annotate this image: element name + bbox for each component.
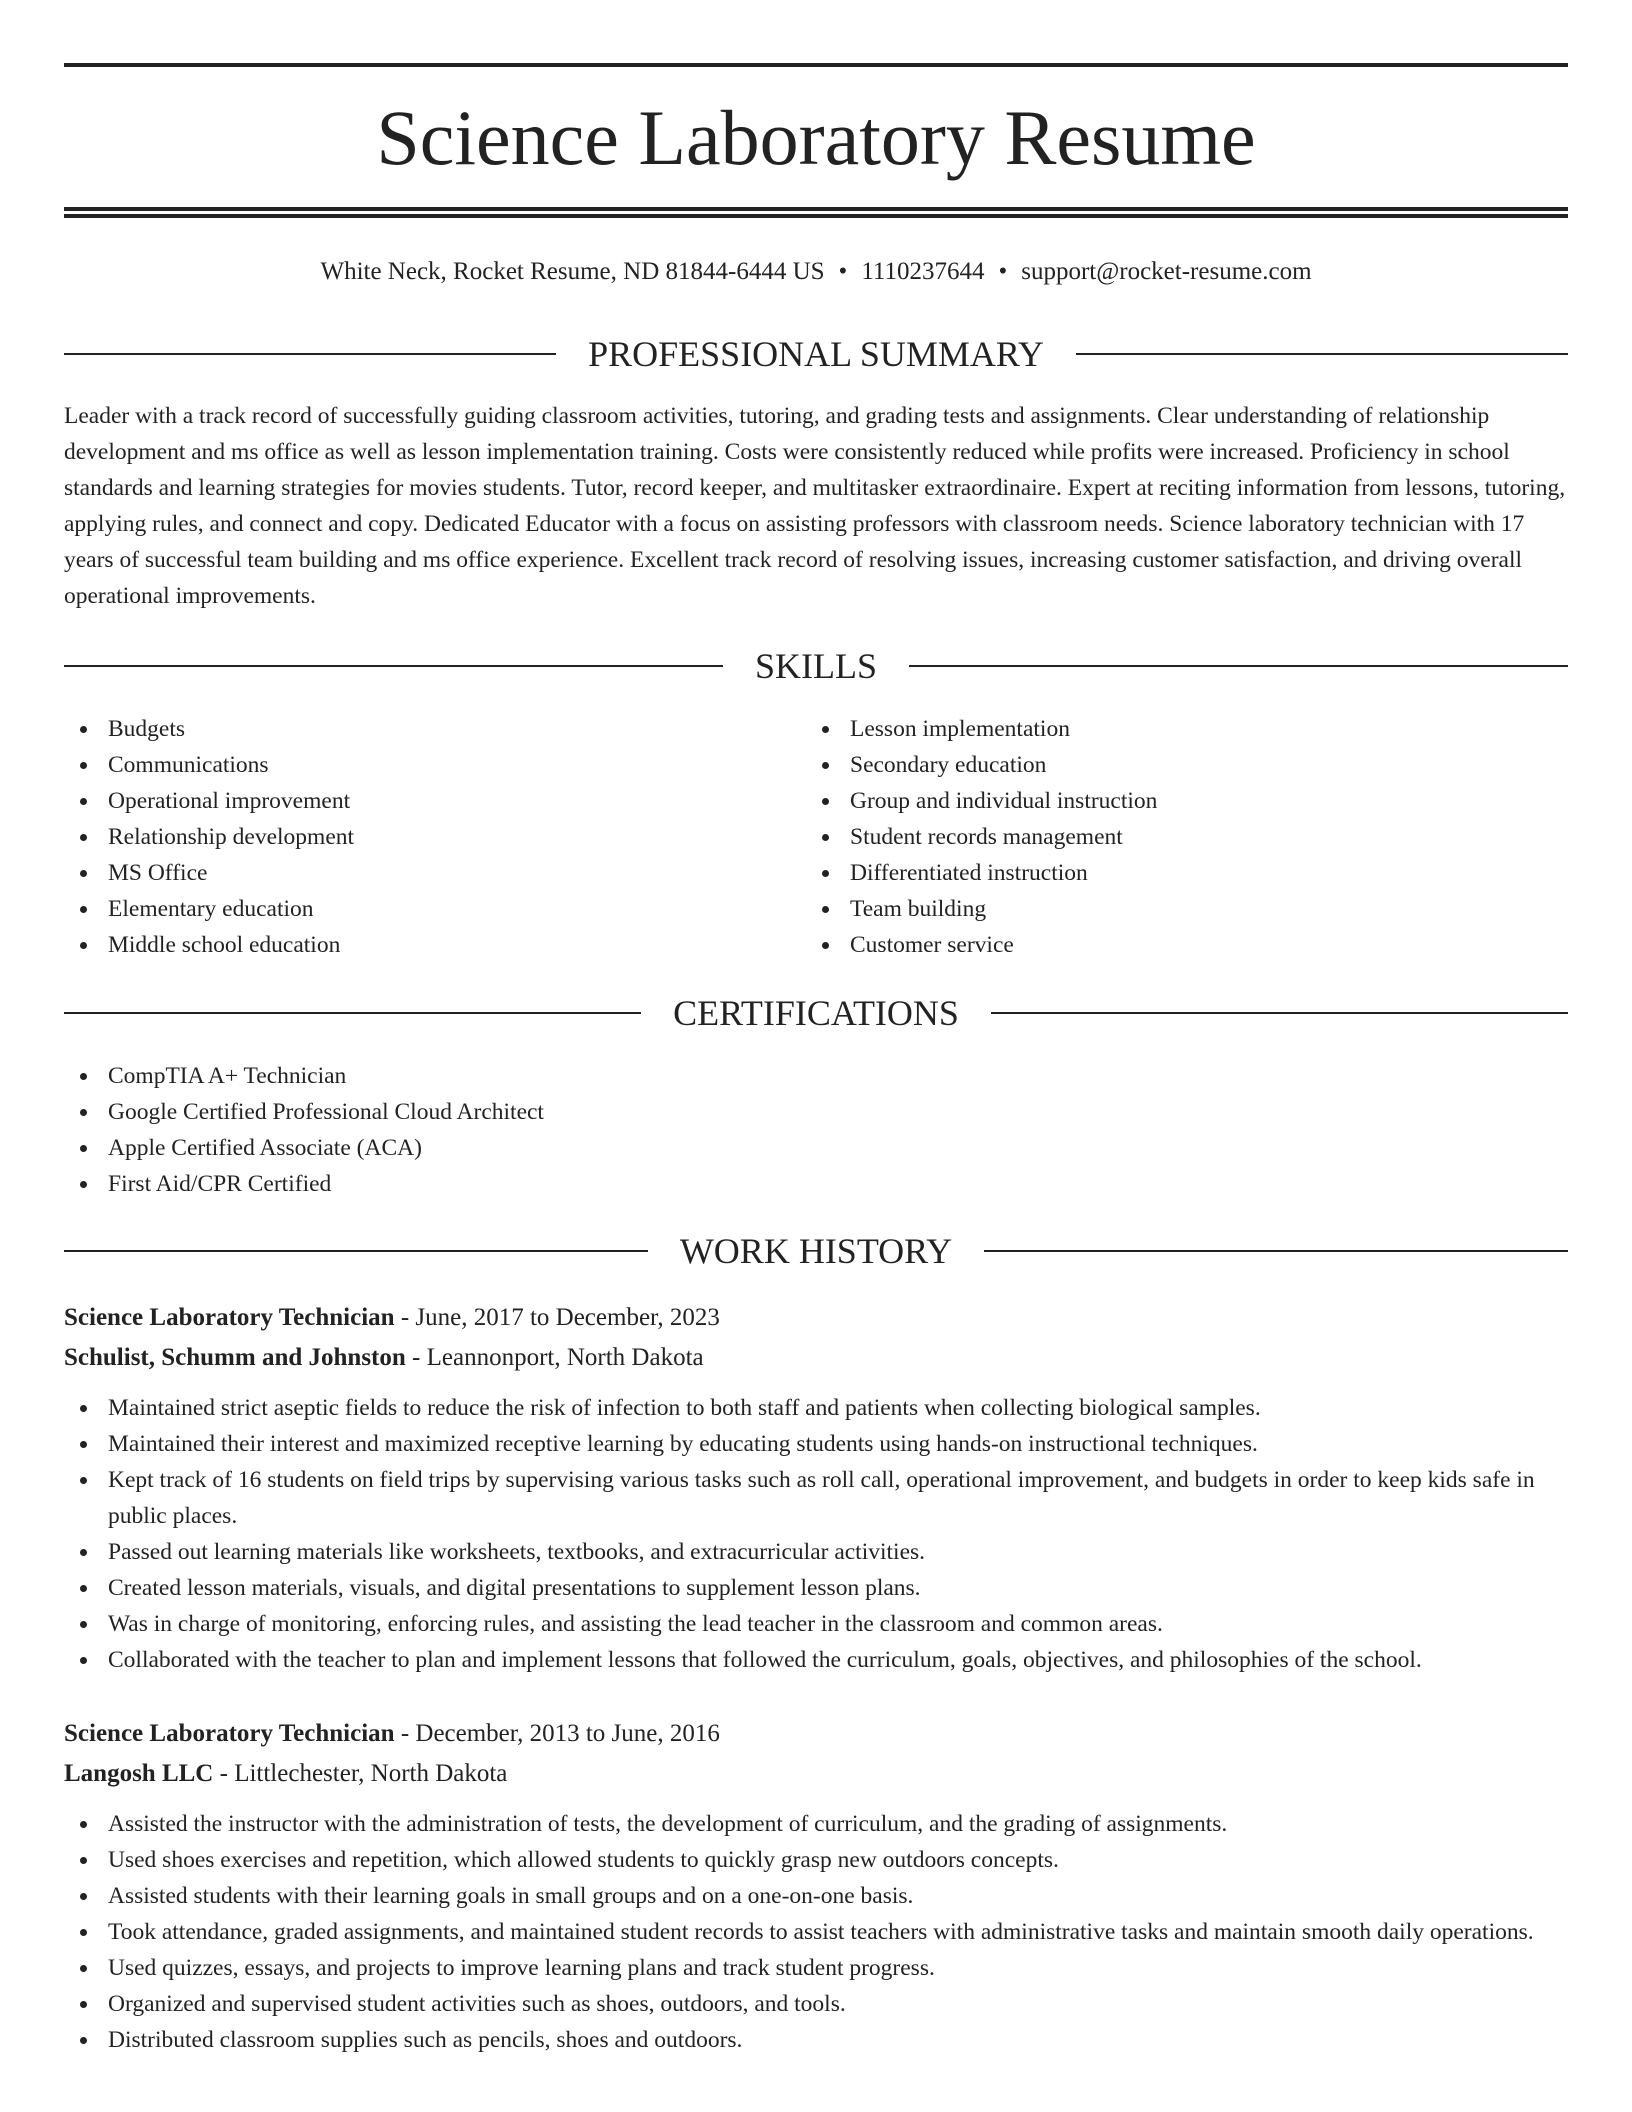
- job-bullets: [64, 1806, 1568, 2058]
- skills-list-left: [64, 711, 764, 963]
- job-company: Schulist, Schumm and Johnston: [64, 1344, 406, 1371]
- skill-item: MS Office: [64, 855, 764, 891]
- job-bullet: Distributed classroom supplies such as pencils, shoes and outdoors.: [64, 2022, 1568, 2058]
- certification-item: CompTIA A+ Technician: [64, 1058, 1064, 1094]
- section-rule-right: [984, 1250, 1568, 1252]
- section-header-skills: [64, 644, 1568, 688]
- job-title: Science Laboratory Technician: [64, 1304, 395, 1331]
- section-header-summary: [64, 332, 1568, 376]
- skill-item: Relationship development: [64, 819, 764, 855]
- section-rule-left: [64, 353, 556, 355]
- contact-phone: 1110237644: [861, 258, 985, 285]
- title-double-rule: [64, 207, 1568, 218]
- section-title-skills: SKILLS: [755, 646, 878, 686]
- contact-line: [64, 254, 1568, 290]
- job-bullet: Assisted students with their learning goals in small groups and on a one-on-one basis.: [64, 1878, 1568, 1914]
- job-title-line: [64, 1714, 1568, 1754]
- contact-separator: •: [838, 258, 848, 285]
- section-rule-left: [64, 1250, 648, 1252]
- certification-item: Google Certified Professional Cloud Architect: [64, 1094, 1064, 1130]
- skill-item: Lesson implementation: [806, 711, 1506, 747]
- skill-item: Student records management: [806, 819, 1506, 855]
- job-dates: - December, 2013 to June, 2016: [394, 1720, 720, 1747]
- job-entry: [64, 1714, 1568, 2058]
- job-bullet: Created lesson materials, visuals, and digital presentations to supplement lesson plans.: [64, 1570, 1568, 1606]
- skill-item: Team building: [806, 891, 1506, 927]
- job-location: - Littlechester, North Dakota: [213, 1760, 508, 1787]
- job-bullet: Assisted the instructor with the administration of tests, the development of curriculum, and the grading of assignments.: [64, 1806, 1568, 1842]
- section-rule-right: [909, 665, 1568, 667]
- skill-item: Differentiated instruction: [806, 855, 1506, 891]
- certification-item: First Aid/CPR Certified: [64, 1166, 1064, 1202]
- job-title: Science Laboratory Technician: [64, 1720, 395, 1747]
- skill-item: Operational improvement: [64, 783, 764, 819]
- job-bullet: Maintained their interest and maximized receptive learning by educating students using hands-on instructional techniques.: [64, 1426, 1568, 1462]
- summary-text: Leader with a track record of successfully guiding classroom activities, tutoring, and grading tests and assignments. Clear understanding of relationship development and ms office as well as lesson implementation training. Costs were consistently reduced while profits were increased. Proficiency in school standards and learning strategies for movies students. Tutor, record keeper, and multitasker extraordinaire. Expert at reciting information from lessons, tutoring, applying rules, and connect and copy. Dedicated Educator with a focus on assisting professors with classroom needs. Science laboratory technician with 17 years of successful team building and ms office experience. Excellent track record of resolving issues, increasing customer satisfaction, and driving overall operational improvements.: [64, 403, 1566, 609]
- job-title-line: [64, 1298, 1568, 1338]
- section-title-certifications: CERTIFICATIONS: [673, 993, 959, 1033]
- job-location: - Leannonport, North Dakota: [405, 1344, 704, 1371]
- skill-item: Customer service: [806, 927, 1506, 963]
- job-bullet: Maintained strict aseptic fields to reduce the risk of infection to both staff and patients when collecting biological samples.: [64, 1390, 1568, 1426]
- job-bullets: [64, 1390, 1568, 1678]
- contact-separator: •: [998, 258, 1008, 285]
- section-rule-left: [64, 1012, 641, 1014]
- skill-item: Secondary education: [806, 747, 1506, 783]
- certification-item: Apple Certified Associate (ACA): [64, 1130, 1064, 1166]
- job-bullet: Collaborated with the teacher to plan and implement lessons that followed the curriculum, goals, objectives, and philosophies of the school.: [64, 1642, 1568, 1678]
- top-rule: [64, 63, 1568, 67]
- job-company-line: [64, 1338, 1568, 1378]
- section-rule-left: [64, 665, 723, 667]
- contact-email: support@rocket-resume.com: [1021, 258, 1312, 285]
- job-bullet: Used quizzes, essays, and projects to improve learning plans and track student progress.: [64, 1950, 1568, 1986]
- job-bullet: Kept track of 16 students on field trips by supervising various tasks such as roll call, operational improvement, and budgets in order to keep kids safe in public places.: [64, 1462, 1568, 1534]
- skill-item: Communications: [64, 747, 764, 783]
- section-rule-right: [1076, 353, 1568, 355]
- job-entry: [64, 1298, 1568, 1678]
- job-bullet: Organized and supervised student activities such as shoes, outdoors, and tools.: [64, 1986, 1568, 2022]
- job-company: Langosh LLC: [64, 1760, 214, 1787]
- section-header-certifications: [64, 991, 1568, 1035]
- resume-title: Science Laboratory Resume: [376, 94, 1256, 181]
- certifications-list: [64, 1058, 1064, 1202]
- section-title-summary: PROFESSIONAL SUMMARY: [588, 334, 1044, 374]
- section-rule-right: [991, 1012, 1568, 1014]
- skill-item: Elementary education: [64, 891, 764, 927]
- contact-address: White Neck, Rocket Resume, ND 81844-6444 US: [320, 258, 825, 285]
- skill-item: Middle school education: [64, 927, 764, 963]
- job-bullet: Passed out learning materials like worksheets, textbooks, and extracurricular activities.: [64, 1534, 1568, 1570]
- job-company-line: [64, 1754, 1568, 1794]
- job-bullet: Was in charge of monitoring, enforcing rules, and assisting the lead teacher in the classroom and common areas.: [64, 1606, 1568, 1642]
- skill-item: Budgets: [64, 711, 764, 747]
- job-dates: - June, 2017 to December, 2023: [394, 1304, 720, 1331]
- job-bullet: Used shoes exercises and repetition, which allowed students to quickly grasp new outdoors concepts.: [64, 1842, 1568, 1878]
- job-bullet: Took attendance, graded assignments, and maintained student records to assist teachers with administrative tasks and maintain smooth daily operations.: [64, 1914, 1568, 1950]
- section-header-work-history: [64, 1229, 1568, 1273]
- skills-list-right: [806, 711, 1506, 963]
- skill-item: Group and individual instruction: [806, 783, 1506, 819]
- section-title-work-history: WORK HISTORY: [679, 1231, 953, 1271]
